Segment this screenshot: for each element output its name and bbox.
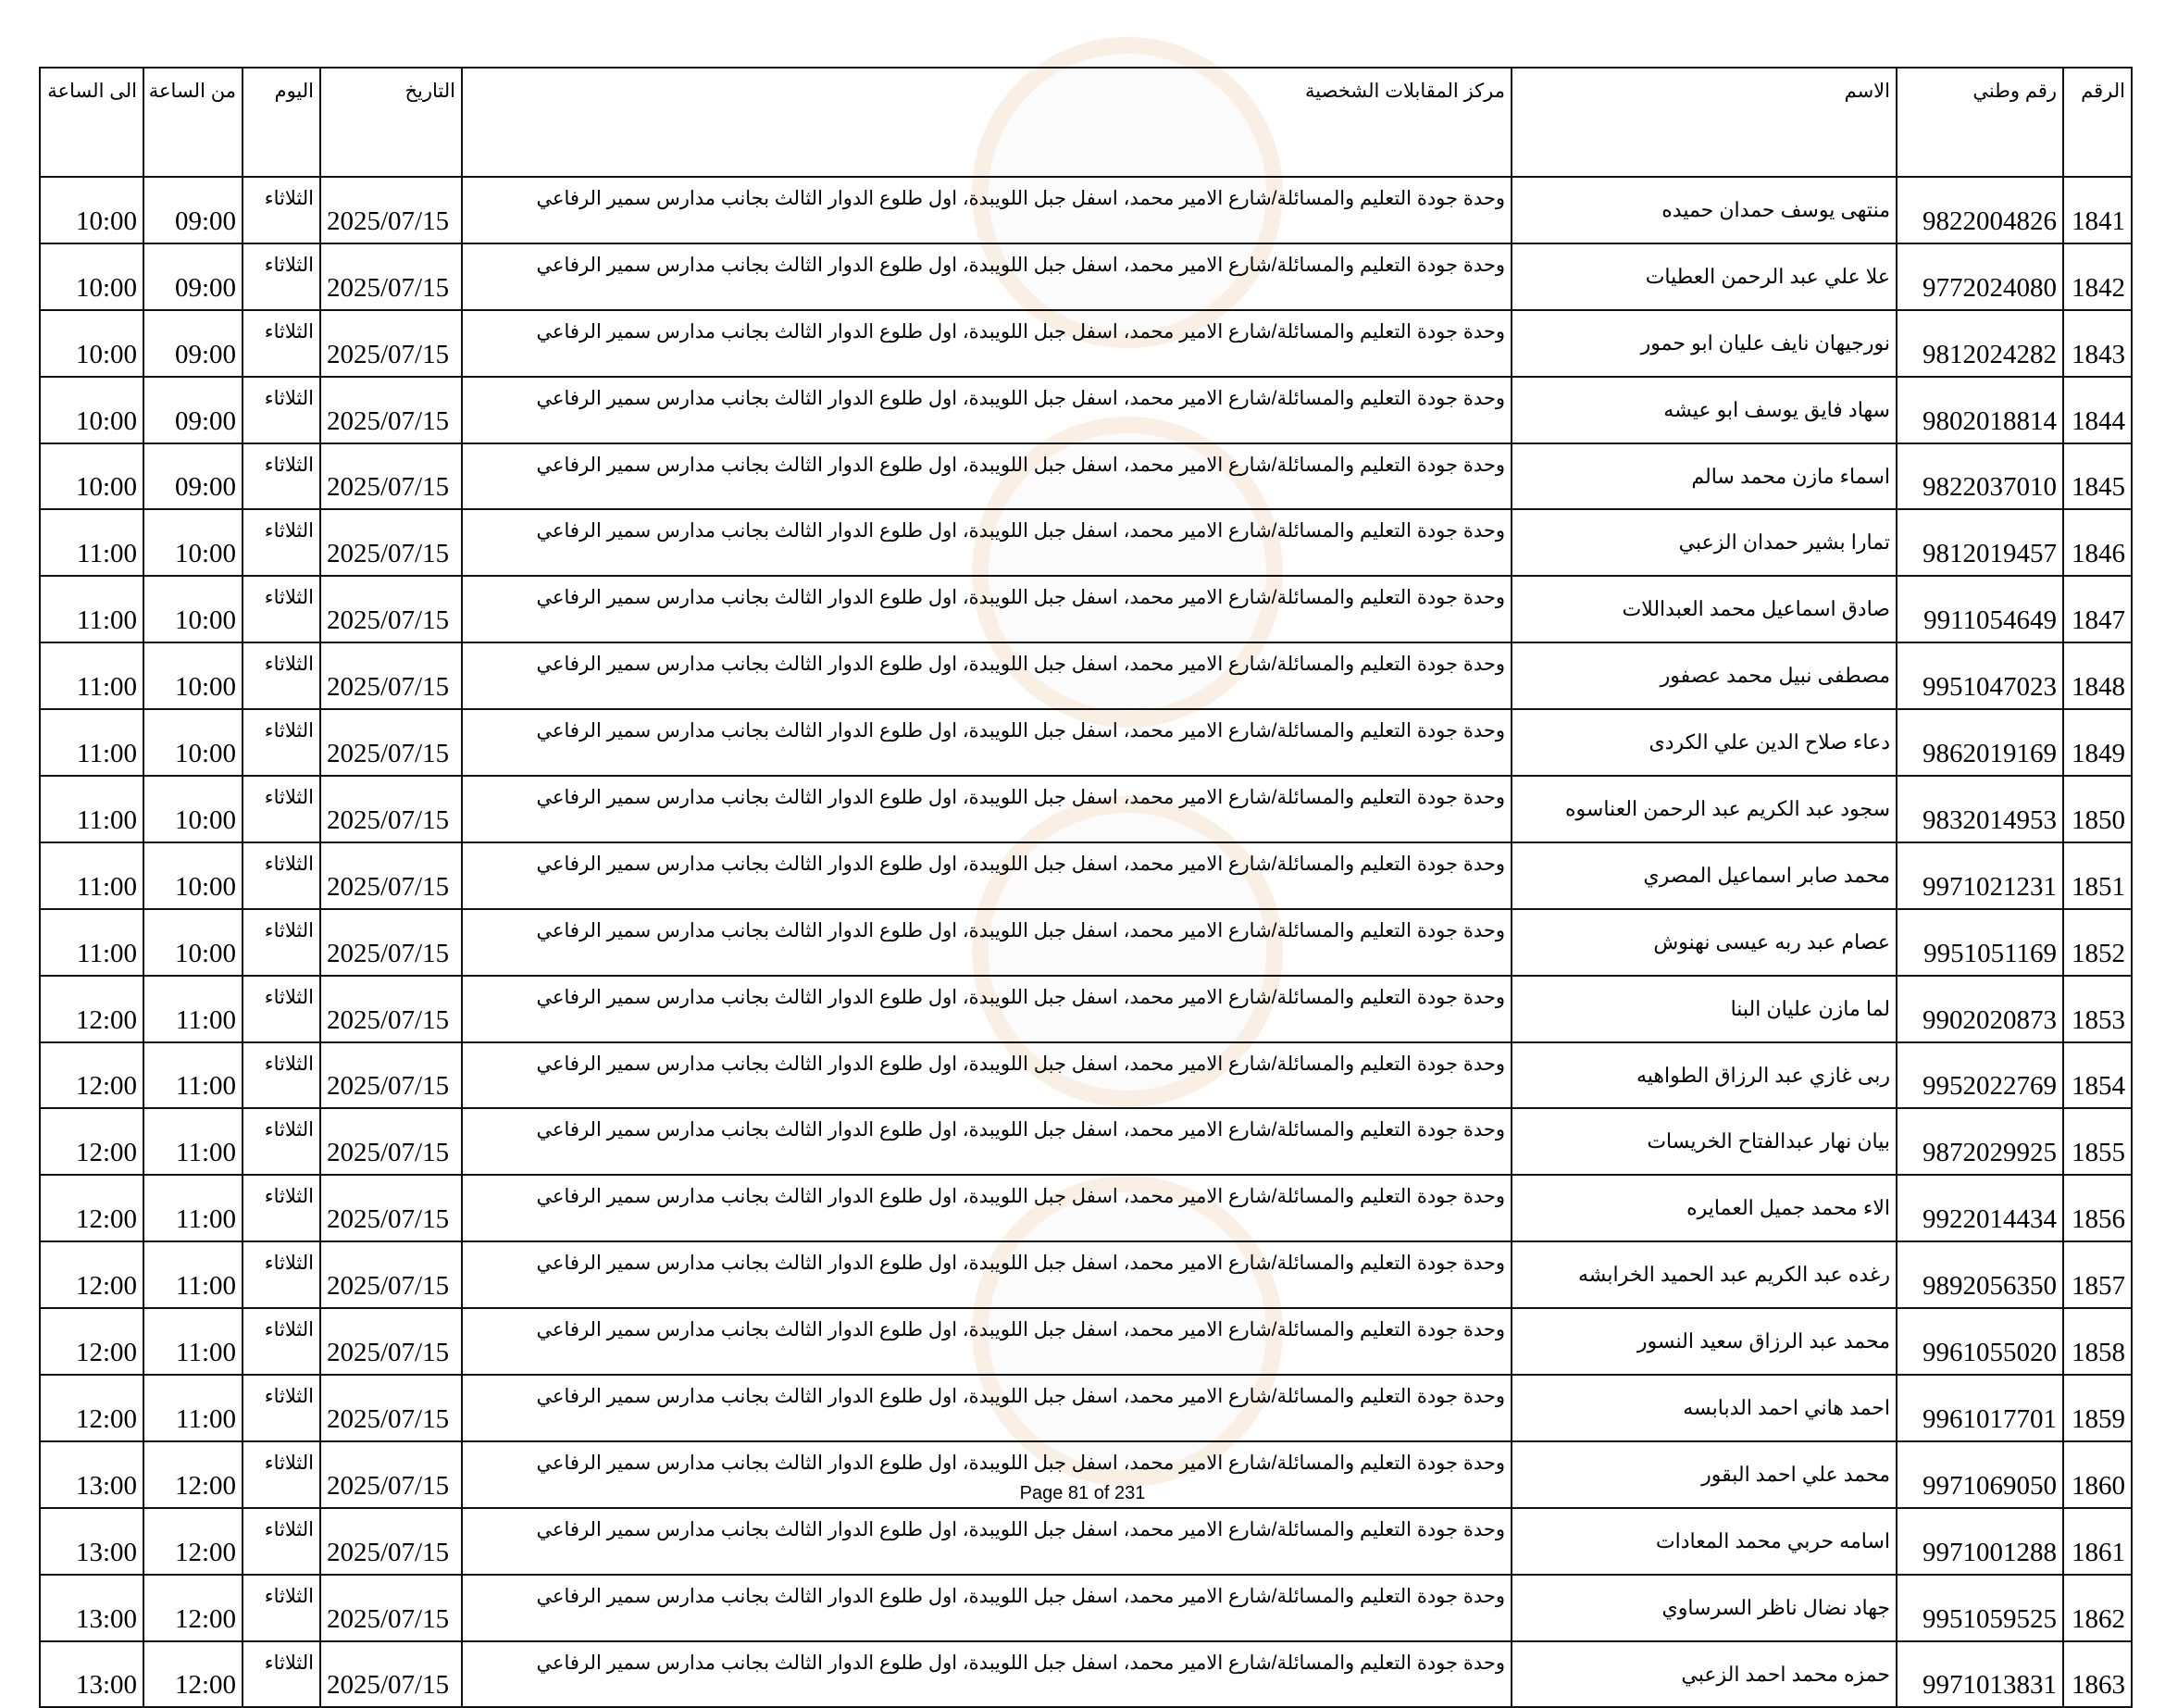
row-number-cell: 1843: [2063, 310, 2132, 377]
header-national-id: رقم وطني: [1897, 68, 2063, 177]
national-id-cell: 9951047023: [1897, 642, 2063, 709]
from-hour-cell: 12:00: [143, 1508, 243, 1575]
from-hour-cell: 12:00: [143, 1641, 243, 1708]
table-row: [40, 1175, 2132, 1241]
table-header-row: [40, 68, 2132, 177]
to-hour-cell: 12:00: [40, 1042, 143, 1109]
header-to: الى الساعة: [40, 68, 143, 177]
interview-date-cell: 2025/07/15: [320, 377, 462, 443]
national-id-cell: 9822004826: [1897, 177, 2063, 243]
interview-center-cell: وحدة جودة التعليم والمسائلة/شارع الامير محمد، اسفل جبل اللويبدة، اول طلوع الدوار الثالث بجانب مدارس سمير الرفاعي: [462, 1575, 1512, 1641]
row-number-cell: 1850: [2063, 776, 2132, 842]
row-number-cell: 1861: [2063, 1508, 2132, 1575]
interview-day-cell: الثلاثاء: [243, 642, 320, 709]
row-number-cell: 1858: [2063, 1308, 2132, 1375]
from-hour-cell: 11:00: [143, 976, 243, 1042]
interview-day-cell: الثلاثاء: [243, 1108, 320, 1175]
interview-center-cell: وحدة جودة التعليم والمسائلة/شارع الامير محمد، اسفل جبل اللويبدة، اول طلوع الدوار الثالث بجانب مدارس سمير الرفاعي: [462, 1175, 1512, 1241]
national-id-cell: 9951059525: [1897, 1575, 2063, 1641]
applicant-name-cell: محمد صابر اسماعيل المصري: [1512, 842, 1897, 909]
national-id-cell: 9832014953: [1897, 776, 2063, 842]
row-number-cell: 1853: [2063, 976, 2132, 1042]
interview-date-cell: 2025/07/15: [320, 709, 462, 776]
table-row: [40, 642, 2132, 709]
to-hour-cell: 13:00: [40, 1441, 143, 1508]
row-number-cell: 1844: [2063, 377, 2132, 443]
row-number-cell: 1852: [2063, 909, 2132, 976]
table-row: [40, 1375, 2132, 1441]
table-row: [40, 310, 2132, 377]
interview-date-cell: 2025/07/15: [320, 243, 462, 310]
applicant-name-cell: جهاد نضال ناظر السرساوي: [1512, 1575, 1897, 1641]
interview-date-cell: 2025/07/15: [320, 976, 462, 1042]
national-id-cell: 9802018814: [1897, 377, 2063, 443]
from-hour-cell: 09:00: [143, 243, 243, 310]
table-row: [40, 576, 2132, 642]
to-hour-cell: 13:00: [40, 1641, 143, 1708]
applicant-name-cell: ربى غازي عبد الرزاق الطواهيه: [1512, 1042, 1897, 1109]
interview-day-cell: الثلاثاء: [243, 1641, 320, 1708]
interview-center-cell: وحدة جودة التعليم والمسائلة/شارع الامير محمد، اسفل جبل اللويبدة، اول طلوع الدوار الثالث بجانب مدارس سمير الرفاعي: [462, 1508, 1512, 1575]
header-name: الاسم: [1512, 68, 1897, 177]
table-row: [40, 243, 2132, 310]
to-hour-cell: 13:00: [40, 1575, 143, 1641]
table-row: [40, 377, 2132, 443]
from-hour-cell: 09:00: [143, 443, 243, 510]
interview-date-cell: 2025/07/15: [320, 1575, 462, 1641]
table-row: [40, 842, 2132, 909]
interview-date-cell: 2025/07/15: [320, 1042, 462, 1109]
to-hour-cell: 11:00: [40, 909, 143, 976]
table-row: [40, 1641, 2132, 1708]
row-number-cell: 1846: [2063, 509, 2132, 576]
to-hour-cell: 10:00: [40, 177, 143, 243]
interview-center-cell: وحدة جودة التعليم والمسائلة/شارع الامير محمد، اسفل جبل اللويبدة، اول طلوع الدوار الثالث بجانب مدارس سمير الرفاعي: [462, 443, 1512, 510]
from-hour-cell: 10:00: [143, 709, 243, 776]
applicant-name-cell: صادق اسماعيل محمد العبداللات: [1512, 576, 1897, 642]
interview-date-cell: 2025/07/15: [320, 576, 462, 642]
national-id-cell: 9892056350: [1897, 1241, 2063, 1308]
to-hour-cell: 12:00: [40, 1375, 143, 1441]
interview-center-cell: وحدة جودة التعليم والمسائلة/شارع الامير محمد، اسفل جبل اللويبدة، اول طلوع الدوار الثالث بجانب مدارس سمير الرفاعي: [462, 177, 1512, 243]
interview-day-cell: الثلاثاء: [243, 509, 320, 576]
table-row: [40, 976, 2132, 1042]
table-row: [40, 1508, 2132, 1575]
row-number-cell: 1860: [2063, 1441, 2132, 1508]
row-number-cell: 1849: [2063, 709, 2132, 776]
applicant-name-cell: عصام عبد ربه عيسى نهنوش: [1512, 909, 1897, 976]
interview-center-cell: وحدة جودة التعليم والمسائلة/شارع الامير محمد، اسفل جبل اللويبدة، اول طلوع الدوار الثالث بجانب مدارس سمير الرفاعي: [462, 1042, 1512, 1109]
to-hour-cell: 11:00: [40, 509, 143, 576]
to-hour-cell: 11:00: [40, 576, 143, 642]
table-row: [40, 1308, 2132, 1375]
from-hour-cell: 10:00: [143, 509, 243, 576]
from-hour-cell: 10:00: [143, 642, 243, 709]
from-hour-cell: 09:00: [143, 310, 243, 377]
interview-date-cell: 2025/07/15: [320, 909, 462, 976]
from-hour-cell: 10:00: [143, 576, 243, 642]
from-hour-cell: 11:00: [143, 1241, 243, 1308]
national-id-cell: 9961017701: [1897, 1375, 2063, 1441]
interview-center-cell: وحدة جودة التعليم والمسائلة/شارع الامير محمد، اسفل جبل اللويبدة، اول طلوع الدوار الثالث بجانب مدارس سمير الرفاعي: [462, 1241, 1512, 1308]
table-row: [40, 1241, 2132, 1308]
table-row: [40, 509, 2132, 576]
header-date: التاريخ: [320, 68, 462, 177]
header-day: اليوم: [243, 68, 320, 177]
interview-day-cell: الثلاثاء: [243, 1175, 320, 1241]
interview-day-cell: الثلاثاء: [243, 842, 320, 909]
interview-date-cell: 2025/07/15: [320, 509, 462, 576]
applicant-name-cell: رغده عبد الكريم عبد الحميد الخرابشه: [1512, 1241, 1897, 1308]
national-id-cell: 9971001288: [1897, 1508, 2063, 1575]
applicant-name-cell: منتهى يوسف حمدان حميده: [1512, 177, 1897, 243]
interview-day-cell: الثلاثاء: [243, 909, 320, 976]
header-from: من الساعة: [143, 68, 243, 177]
interview-date-cell: 2025/07/15: [320, 1441, 462, 1508]
table-row: [40, 443, 2132, 510]
interview-date-cell: 2025/07/15: [320, 642, 462, 709]
table-row: [40, 1042, 2132, 1109]
interview-schedule-table: [39, 67, 2133, 1708]
national-id-cell: 9902020873: [1897, 976, 2063, 1042]
row-number-cell: 1859: [2063, 1375, 2132, 1441]
row-number-cell: 1854: [2063, 1042, 2132, 1109]
applicant-name-cell: سهاد فايق يوسف ابو عيشه: [1512, 377, 1897, 443]
from-hour-cell: 10:00: [143, 909, 243, 976]
interview-center-cell: وحدة جودة التعليم والمسائلة/شارع الامير محمد، اسفل جبل اللويبدة، اول طلوع الدوار الثالث بجانب مدارس سمير الرفاعي: [462, 909, 1512, 976]
table-row: [40, 177, 2132, 243]
interview-day-cell: الثلاثاء: [243, 1042, 320, 1109]
applicant-name-cell: اسامه حربي محمد المعادات: [1512, 1508, 1897, 1575]
interview-day-cell: الثلاثاء: [243, 177, 320, 243]
table-row: [40, 1108, 2132, 1175]
interview-date-cell: 2025/07/15: [320, 443, 462, 510]
to-hour-cell: 12:00: [40, 976, 143, 1042]
interview-day-cell: الثلاثاء: [243, 709, 320, 776]
to-hour-cell: 10:00: [40, 443, 143, 510]
to-hour-cell: 10:00: [40, 243, 143, 310]
to-hour-cell: 11:00: [40, 776, 143, 842]
applicant-name-cell: اسماء مازن محمد سالم: [1512, 443, 1897, 510]
interview-center-cell: وحدة جودة التعليم والمسائلة/شارع الامير محمد، اسفل جبل اللويبدة، اول طلوع الدوار الثالث بجانب مدارس سمير الرفاعي: [462, 1108, 1512, 1175]
to-hour-cell: 12:00: [40, 1175, 143, 1241]
interview-center-cell: وحدة جودة التعليم والمسائلة/شارع الامير محمد، اسفل جبل اللويبدة، اول طلوع الدوار الثالث بجانب مدارس سمير الرفاعي: [462, 842, 1512, 909]
header-center: مركز المقابلات الشخصية: [462, 68, 1512, 177]
from-hour-cell: 10:00: [143, 842, 243, 909]
interview-day-cell: الثلاثاء: [243, 443, 320, 510]
applicant-name-cell: علا علي عبد الرحمن العطيات: [1512, 243, 1897, 310]
applicant-name-cell: سجود عبد الكريم عبد الرحمن العناسوه: [1512, 776, 1897, 842]
row-number-cell: 1863: [2063, 1641, 2132, 1708]
national-id-cell: 9812024282: [1897, 310, 2063, 377]
applicant-name-cell: الاء محمد جميل العمايره: [1512, 1175, 1897, 1241]
interview-date-cell: 2025/07/15: [320, 842, 462, 909]
interview-center-cell: وحدة جودة التعليم والمسائلة/شارع الامير محمد، اسفل جبل اللويبدة، اول طلوع الدوار الثالث بجانب مدارس سمير الرفاعي: [462, 642, 1512, 709]
interview-date-cell: 2025/07/15: [320, 1375, 462, 1441]
interview-date-cell: 2025/07/15: [320, 1108, 462, 1175]
applicant-name-cell: بيان نهار عبدالفتاح الخريسات: [1512, 1108, 1897, 1175]
national-id-cell: 9911054649: [1897, 576, 2063, 642]
applicant-name-cell: تمارا بشير حمدان الزعبي: [1512, 509, 1897, 576]
from-hour-cell: 11:00: [143, 1308, 243, 1375]
from-hour-cell: 11:00: [143, 1175, 243, 1241]
interview-date-cell: 2025/07/15: [320, 310, 462, 377]
row-number-cell: 1856: [2063, 1175, 2132, 1241]
to-hour-cell: 10:00: [40, 310, 143, 377]
row-number-cell: 1842: [2063, 243, 2132, 310]
applicant-name-cell: مصطفى نبيل محمد عصفور: [1512, 642, 1897, 709]
interview-date-cell: 2025/07/15: [320, 177, 462, 243]
applicant-name-cell: دعاء صلاح الدين علي الكردى: [1512, 709, 1897, 776]
applicant-name-cell: احمد هاني احمد الدبابسه: [1512, 1375, 1897, 1441]
interview-center-cell: وحدة جودة التعليم والمسائلة/شارع الامير محمد، اسفل جبل اللويبدة، اول طلوع الدوار الثالث بجانب مدارس سمير الرفاعي: [462, 1441, 1512, 1508]
interview-center-cell: وحدة جودة التعليم والمسائلة/شارع الامير محمد، اسفل جبل اللويبدة، اول طلوع الدوار الثالث بجانب مدارس سمير الرفاعي: [462, 776, 1512, 842]
row-number-cell: 1862: [2063, 1575, 2132, 1641]
applicant-name-cell: لما مازن عليان البنا: [1512, 976, 1897, 1042]
to-hour-cell: 11:00: [40, 842, 143, 909]
national-id-cell: 9952022769: [1897, 1042, 2063, 1109]
national-id-cell: 9812019457: [1897, 509, 2063, 576]
table-row: [40, 1575, 2132, 1641]
row-number-cell: 1857: [2063, 1241, 2132, 1308]
interview-center-cell: وحدة جودة التعليم والمسائلة/شارع الامير محمد، اسفل جبل اللويبدة، اول طلوع الدوار الثالث بجانب مدارس سمير الرفاعي: [462, 377, 1512, 443]
interview-day-cell: الثلاثاء: [243, 1508, 320, 1575]
row-number-cell: 1851: [2063, 842, 2132, 909]
from-hour-cell: 11:00: [143, 1375, 243, 1441]
row-number-cell: 1841: [2063, 177, 2132, 243]
national-id-cell: 9971013831: [1897, 1641, 2063, 1708]
interview-day-cell: الثلاثاء: [243, 1441, 320, 1508]
interview-day-cell: الثلاثاء: [243, 377, 320, 443]
interview-day-cell: الثلاثاء: [243, 310, 320, 377]
interview-day-cell: الثلاثاء: [243, 576, 320, 642]
national-id-cell: 9872029925: [1897, 1108, 2063, 1175]
from-hour-cell: 10:00: [143, 776, 243, 842]
national-id-cell: 9951051169: [1897, 909, 2063, 976]
from-hour-cell: 12:00: [143, 1575, 243, 1641]
national-id-cell: 9971069050: [1897, 1441, 2063, 1508]
table-row: [40, 776, 2132, 842]
interview-center-cell: وحدة جودة التعليم والمسائلة/شارع الامير محمد، اسفل جبل اللويبدة، اول طلوع الدوار الثالث بجانب مدارس سمير الرفاعي: [462, 576, 1512, 642]
from-hour-cell: 11:00: [143, 1108, 243, 1175]
interview-day-cell: الثلاثاء: [243, 1308, 320, 1375]
interview-day-cell: الثلاثاء: [243, 976, 320, 1042]
table-row: [40, 709, 2132, 776]
national-id-cell: 9971021231: [1897, 842, 2063, 909]
interview-day-cell: الثلاثاء: [243, 1375, 320, 1441]
table-row: [40, 909, 2132, 976]
to-hour-cell: 11:00: [40, 709, 143, 776]
interview-center-cell: وحدة جودة التعليم والمسائلة/شارع الامير محمد، اسفل جبل اللويبدة، اول طلوع الدوار الثالث بجانب مدارس سمير الرفاعي: [462, 1641, 1512, 1708]
national-id-cell: 9961055020: [1897, 1308, 2063, 1375]
interview-day-cell: الثلاثاء: [243, 1575, 320, 1641]
to-hour-cell: 12:00: [40, 1308, 143, 1375]
interview-center-cell: وحدة جودة التعليم والمسائلة/شارع الامير محمد، اسفل جبل اللويبدة، اول طلوع الدوار الثالث بجانب مدارس سمير الرفاعي: [462, 1375, 1512, 1441]
interview-date-cell: 2025/07/15: [320, 1308, 462, 1375]
page-number: Page 81 of 231: [1019, 1483, 1146, 1503]
applicant-name-cell: محمد عبد الرزاق سعيد النسور: [1512, 1308, 1897, 1375]
interview-date-cell: 2025/07/15: [320, 776, 462, 842]
to-hour-cell: 11:00: [40, 642, 143, 709]
to-hour-cell: 12:00: [40, 1241, 143, 1308]
applicant-name-cell: حمزه محمد احمد الزعبي: [1512, 1641, 1897, 1708]
from-hour-cell: 09:00: [143, 177, 243, 243]
to-hour-cell: 13:00: [40, 1508, 143, 1575]
interview-center-cell: وحدة جودة التعليم والمسائلة/شارع الامير محمد، اسفل جبل اللويبدة، اول طلوع الدوار الثالث بجانب مدارس سمير الرفاعي: [462, 709, 1512, 776]
row-number-cell: 1845: [2063, 443, 2132, 510]
to-hour-cell: 10:00: [40, 377, 143, 443]
applicant-name-cell: محمد علي احمد البقور: [1512, 1441, 1897, 1508]
interview-day-cell: الثلاثاء: [243, 243, 320, 310]
interview-date-cell: 2025/07/15: [320, 1508, 462, 1575]
interview-date-cell: 2025/07/15: [320, 1175, 462, 1241]
applicant-name-cell: نورجيهان نايف عليان ابو حمور: [1512, 310, 1897, 377]
interview-date-cell: 2025/07/15: [320, 1241, 462, 1308]
from-hour-cell: 09:00: [143, 377, 243, 443]
row-number-cell: 1855: [2063, 1108, 2132, 1175]
row-number-cell: 1847: [2063, 576, 2132, 642]
national-id-cell: 9772024080: [1897, 243, 2063, 310]
interview-center-cell: وحدة جودة التعليم والمسائلة/شارع الامير محمد، اسفل جبل اللويبدة، اول طلوع الدوار الثالث بجانب مدارس سمير الرفاعي: [462, 976, 1512, 1042]
interview-date-cell: 2025/07/15: [320, 1641, 462, 1708]
interview-center-cell: وحدة جودة التعليم والمسائلة/شارع الامير محمد، اسفل جبل اللويبدة، اول طلوع الدوار الثالث بجانب مدارس سمير الرفاعي: [462, 310, 1512, 377]
from-hour-cell: 12:00: [143, 1441, 243, 1508]
interview-center-cell: وحدة جودة التعليم والمسائلة/شارع الامير محمد، اسفل جبل اللويبدة، اول طلوع الدوار الثالث بجانب مدارس سمير الرفاعي: [462, 1308, 1512, 1375]
national-id-cell: 9822037010: [1897, 443, 2063, 510]
interview-day-cell: الثلاثاء: [243, 1241, 320, 1308]
row-number-cell: 1848: [2063, 642, 2132, 709]
interview-center-cell: وحدة جودة التعليم والمسائلة/شارع الامير محمد، اسفل جبل اللويبدة، اول طلوع الدوار الثالث بجانب مدارس سمير الرفاعي: [462, 509, 1512, 576]
to-hour-cell: 12:00: [40, 1108, 143, 1175]
from-hour-cell: 11:00: [143, 1042, 243, 1109]
header-num: الرقم: [2063, 68, 2132, 177]
national-id-cell: 9922014434: [1897, 1175, 2063, 1241]
interview-center-cell: وحدة جودة التعليم والمسائلة/شارع الامير محمد، اسفل جبل اللويبدة، اول طلوع الدوار الثالث بجانب مدارس سمير الرفاعي: [462, 243, 1512, 310]
national-id-cell: 9862019169: [1897, 709, 2063, 776]
interview-day-cell: الثلاثاء: [243, 776, 320, 842]
